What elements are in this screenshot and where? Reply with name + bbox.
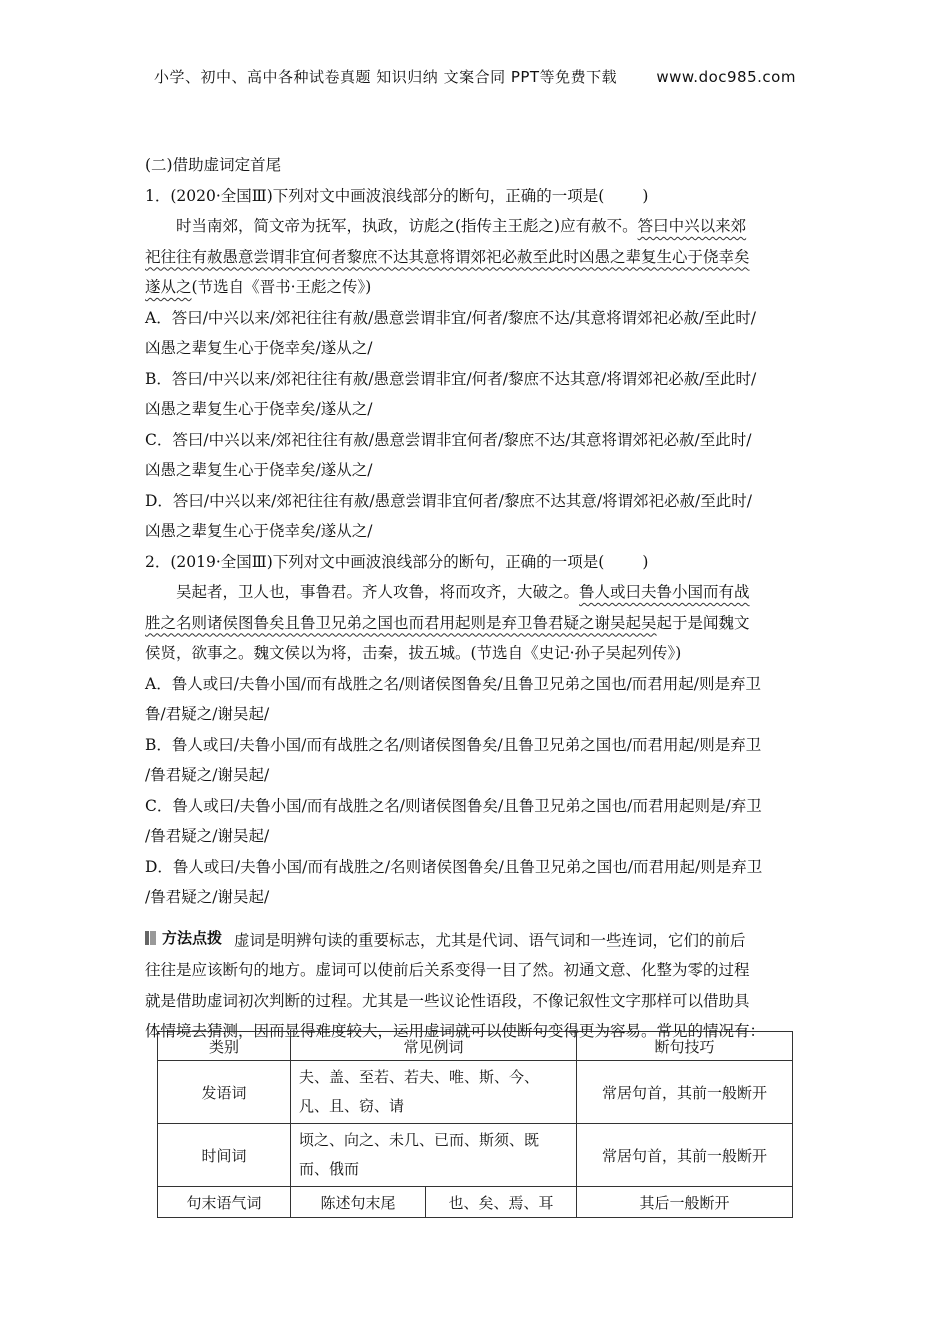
method-tip <box>145 923 807 1047</box>
q1-passage-wavy: 答曰中兴以来郊 <box>637 217 747 235</box>
q2-stem <box>145 547 807 578</box>
q1-option-b[interactable]: B．答曰/中兴以来/郊祀往往有赦/愚意尝谓非宜/何者/黎庶不达其意/将谓郊祀必赦/至此时/ <box>145 369 757 388</box>
q2-passage-plain: 起于是闻魏文 <box>656 613 750 632</box>
function-word-table <box>157 1031 793 1218</box>
table-header: 断句技巧 <box>577 1032 793 1061</box>
q1-option-d[interactable]: D．答曰/中兴以来/郊祀往往有赦/愚意尝谓非宜何者/黎庶不达其意/将谓郊祀必赦/至此时/ <box>145 491 752 510</box>
section-title: (二)借助虚词定首尾 <box>145 156 282 174</box>
method-text: 虚词是明辨句读的重要标志，尤其是代词、语气词和一些连词，它们的前后 <box>234 930 746 949</box>
header-slogan: 小学、初中、高中各种试卷真题 知识归纳 文案合同 PPT等免费下载 <box>154 68 618 86</box>
q2-passage-line-2 <box>145 608 807 639</box>
q2-option-a[interactable]: A．鲁人或曰/夫鲁小国/而有战胜之名/则诸侯图鲁矣/且鲁卫兄弟之国也/而君用起/则是弃卫 <box>145 674 762 693</box>
table-row <box>158 1124 793 1187</box>
q2-passage-line-3 <box>145 638 807 669</box>
q2-passage-plain: 侯贤，欲事之。魏文侯以为将，击秦，拔五城。 <box>145 644 471 662</box>
examples-line: 凡、且、窃、请 <box>299 1097 405 1115</box>
table-cell-tip: 常居句首，其前一般断开 <box>577 1061 793 1124</box>
q2-option-c-cont[interactable]: /鲁君疑之/谢吴起/ <box>145 827 270 845</box>
examples-line: 顷之、向之、未几、已而、斯须、既 <box>299 1131 540 1149</box>
q2-stem-text: 2．(2019·全国Ⅲ)下列对文中画波浪线部分的断句，正确的一项是( <box>145 552 605 571</box>
q1-option-b-cont[interactable]: 凶愚之辈复生心于侥幸矣/遂从之/ <box>145 400 373 418</box>
header-site-url[interactable]: www.doc985.com <box>656 68 796 86</box>
q1-source: (节选自《晋书·王彪之传》) <box>191 278 372 296</box>
method-label-text: 方法点拨 <box>162 928 223 947</box>
method-line-3: 就是借助虚词初次判断的过程。尤其是一些议论性语段，不像记叙性文字那样可以借助具 <box>145 991 750 1010</box>
table-row <box>158 1187 793 1218</box>
examples-line: 夫、盖、至若、若夫、唯、斯、今、 <box>299 1068 540 1086</box>
q2-option-d[interactable]: D．鲁人或曰/夫鲁小国/而有战胜之/名则诸侯图鲁矣/且鲁卫兄弟之国也/而君用起/则是弃卫 <box>145 857 763 876</box>
table-header: 常见例词 <box>291 1032 577 1061</box>
q1-option-c[interactable]: C．答曰/中兴以来/郊祀往往有赦/愚意尝谓非宜何者/黎庶不达/其意将谓郊祀必赦/至此时/ <box>145 430 752 449</box>
q2-passage-line-1 <box>145 577 807 608</box>
method-line-1 <box>145 923 807 956</box>
q1-option-c-cont[interactable]: 凶愚之辈复生心于侥幸矣/遂从之/ <box>145 461 373 479</box>
q2-passage-wavy: 胜之名则诸侯图鲁矣且鲁卫兄弟之国也而君用起则是弃卫鲁君疑之谢吴起吴 <box>145 613 657 632</box>
method-line-2: 往往是应该断句的地方。虚词可以使前后关系变得一目了然。初通文意、化整为零的过程 <box>145 961 750 980</box>
q1-passage-line-3 <box>145 272 807 303</box>
table-cell-tip: 其后一般断开 <box>577 1187 793 1218</box>
table-header: 类别 <box>158 1032 291 1061</box>
q1-stem-text: 1．(2020·全国Ⅲ)下列对文中画波浪线部分的断句，正确的一项是( <box>145 186 605 205</box>
q1-passage-plain: 时当南郊，简文帝为抚军，执政，访彪之(指传主王彪之)应有赦不。 <box>176 217 638 235</box>
q1-stem <box>145 181 807 212</box>
table-cell-category: 发语词 <box>158 1061 291 1124</box>
q2-passage-wavy: 鲁人或曰夫鲁小国而有战 <box>579 583 750 601</box>
page-header <box>0 66 950 87</box>
q1-passage-wavy: 遂从之 <box>145 278 192 296</box>
method-label <box>145 923 222 954</box>
q2-option-c[interactable]: C．鲁人或曰/夫鲁小国/而有战胜之名/则诸侯图鲁矣/且鲁卫兄弟之国也/而君用起则是/弃卫 <box>145 796 762 815</box>
table-cell-examples <box>291 1124 577 1187</box>
method-line-4: 体情境去猜测，因而显得难度较大，运用虚词就可以使断句变得更为容易。常见的情况有： <box>145 1022 766 1041</box>
q2-stem-close: ) <box>642 552 649 571</box>
q1-stem-close: ) <box>642 186 649 205</box>
method-marker-icon <box>145 931 156 945</box>
q1-option-a[interactable]: A．答曰/中兴以来/郊祀往往有赦/愚意尝谓非宜/何者/黎庶不达/其意将谓郊祀必赦/至此时/ <box>145 308 756 327</box>
examples-line: 而、俄而 <box>299 1160 360 1178</box>
q1-passage-wavy: 祀往往有赦愚意尝谓非宜何者黎庶不达其意将谓郊祀必赦至此时凶愚之辈复生心于侥幸矣 <box>145 247 750 266</box>
table-cell-tip: 常居句首，其前一般断开 <box>577 1124 793 1187</box>
q2-passage-plain: 吴起者，卫人也，事鲁君。齐人攻鲁，将而攻齐，大破之。 <box>176 583 580 601</box>
table-cell-sub-label: 陈述句末尾 <box>291 1187 426 1218</box>
q2-source: (节选自《史记·孙子吴起列传》) <box>470 644 682 662</box>
q1-passage-line-2 <box>145 242 807 273</box>
q1-option-d-cont[interactable]: 凶愚之辈复生心于侥幸矣/遂从之/ <box>145 522 373 540</box>
q2-option-b-cont[interactable]: /鲁君疑之/谢吴起/ <box>145 766 270 784</box>
table-cell-examples <box>291 1061 577 1124</box>
table-cell-category: 句末语气词 <box>158 1187 291 1218</box>
q1-option-a-cont[interactable]: 凶愚之辈复生心于侥幸矣/遂从之/ <box>145 339 373 357</box>
table-row <box>158 1061 793 1124</box>
table-header-row <box>158 1032 793 1061</box>
q2-option-b[interactable]: B．鲁人或曰/夫鲁小国/而有战胜之名/则诸侯图鲁矣/且鲁卫兄弟之国也/而君用起/则是弃卫 <box>145 735 762 754</box>
table-cell-category: 时间词 <box>158 1124 291 1187</box>
table-cell-examples: 也、矣、焉、耳 <box>426 1187 577 1218</box>
q2-option-a-cont[interactable]: 鲁/君疑之/谢吴起/ <box>145 705 270 723</box>
document-body <box>145 150 807 1047</box>
q1-passage-line-1 <box>145 211 807 242</box>
q2-option-d-cont[interactable]: /鲁君疑之/谢吴起/ <box>145 888 270 906</box>
